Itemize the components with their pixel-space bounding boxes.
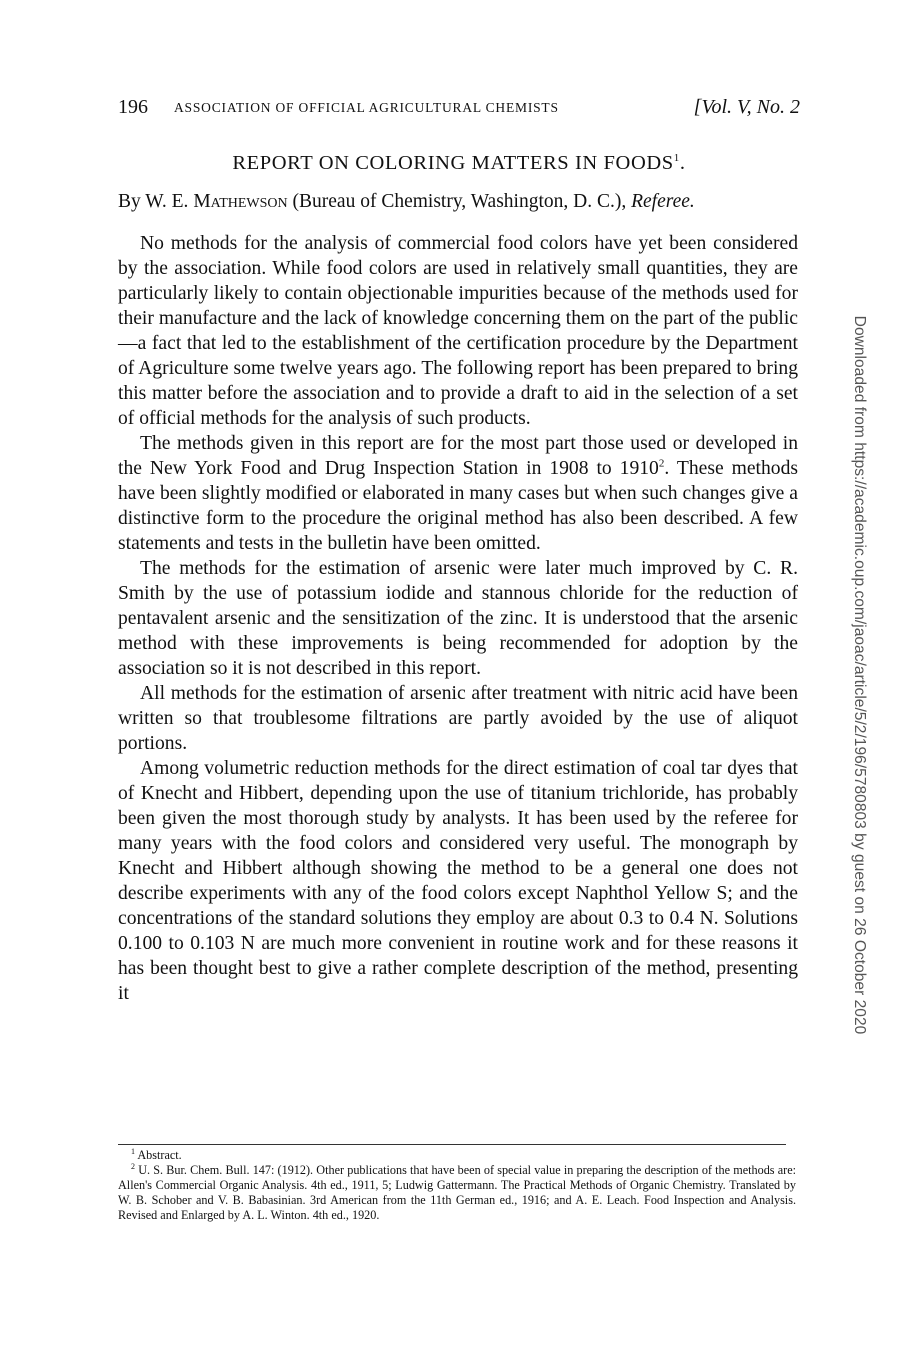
footnote bbox=[118, 1148, 796, 1163]
paragraph: All methods for the estimation of arsenic after treatment with nitric acid have been written so that troublesome filtrations are partly avoided by the use of aliquot portions. bbox=[118, 683, 798, 754]
footnote-text: Abstract. bbox=[137, 1148, 182, 1162]
footnote-mark: 1 bbox=[131, 1146, 135, 1156]
article-title bbox=[118, 152, 800, 175]
article-body bbox=[118, 231, 798, 1006]
article-title-text: REPORT ON COLORING MATTERS IN FOODS bbox=[232, 152, 674, 174]
footnote-rule bbox=[118, 1144, 786, 1145]
footnote bbox=[118, 1163, 796, 1223]
download-watermark bbox=[850, 290, 868, 1060]
paragraph bbox=[118, 431, 798, 556]
running-header bbox=[118, 96, 800, 124]
title-period: . bbox=[679, 152, 686, 174]
title-footnote-mark: 1 bbox=[673, 152, 680, 165]
paragraph: Among volumetric reduction methods for the direct estimation of coal tar dyes that of Knecht and Hibbert, depending upon the use of titanium trichloride, has probably been given the most thorough study by analysts. It has been used by the referee for many years with the food colors and considered very useful. The monograph by Knecht and Hibbert although showing the method to be a general one does not describe experiments with any of the food colors except Naphthol Yellow S; and the concentrations of the standard solutions they employ are about 0.3 to 0.4 N. Solutions 0.100 to 0.103 N are much more convenient in routine work and for these reasons it has been thought best to give a rather complete description of the method, presenting it bbox=[118, 758, 798, 1004]
footnote-text: U. S. Bur. Chem. Bull. 147: (1912). Other publications that have been of special value in preparing the description of the methods are: Allen's Commercial Organic Analysis. 4th ed., 1911, 5; Ludwig Gattermann. The Practical Methods of Organic Chemistry. Translated by W. B. Schober and V. B. Babasinian. 3rd American from the 11th German ed., 1916; and A. E. Leach. Food Inspection and Analysis. Revised and Enlarged by A. L. Winton. 4th ed., 1920. bbox=[118, 1163, 796, 1222]
author-name: Mathewson bbox=[193, 191, 288, 212]
paragraph: The methods for the estimation of arsenic were later much improved by C. R. Smith by the use of potassium iodide and stannous chloride for the reduction of pentavalent arsenic and the sensitization of the zinc. It is understood that the arsenic method with these improvements is being recommended for adoption by the association so it is not described in this report. bbox=[118, 558, 798, 679]
volume-issue: [Vol. V, No. 2 bbox=[693, 96, 800, 118]
journal-name: ASSOCIATION OF OFFICIAL AGRICULTURAL CHEMISTS bbox=[174, 100, 559, 115]
download-watermark-text: Downloaded from https://academic.oup.com/jaoac/article/5/2/196/5780803 by guest on 26 October 2020 bbox=[851, 315, 868, 1035]
author-affiliation: (Bureau of Chemistry, Washington, D. C.), bbox=[287, 191, 632, 212]
author-role: Referee. bbox=[631, 191, 695, 212]
paragraph-text: The methods given in this report are for the most part those used or developed in the New York Food and Drug Inspection Station in 1908 to 1910 bbox=[118, 433, 798, 479]
paragraph-text: . These methods have been slightly modified or elaborated in many cases but when such changes give a distinctive form to the procedure the original method has also been described. A few statements and tests in the bulletin have been omitted. bbox=[118, 458, 798, 554]
byline bbox=[118, 191, 800, 213]
page-number: 196 bbox=[118, 96, 148, 118]
footnotes bbox=[118, 1148, 796, 1223]
byline-prefix: By W. E. bbox=[118, 191, 194, 212]
paragraph: No methods for the analysis of commercial food colors have yet been considered by the association. While food colors are used in relatively small quantities, they are particularly likely to contain objectionable impurities because of the methods used for their manufacture and the lack of knowledge concerning them on the part of the public—a fact that led to the establishment of the certification procedure by the Department of Agriculture some twelve years ago. The following report has been prepared to bring this matter before the association and to provide a draft to aid in the selection of a set of official methods for the analysis of such products. bbox=[118, 233, 798, 429]
footnote-ref: 2 bbox=[658, 457, 665, 470]
footnote-mark: 2 bbox=[131, 1161, 135, 1171]
